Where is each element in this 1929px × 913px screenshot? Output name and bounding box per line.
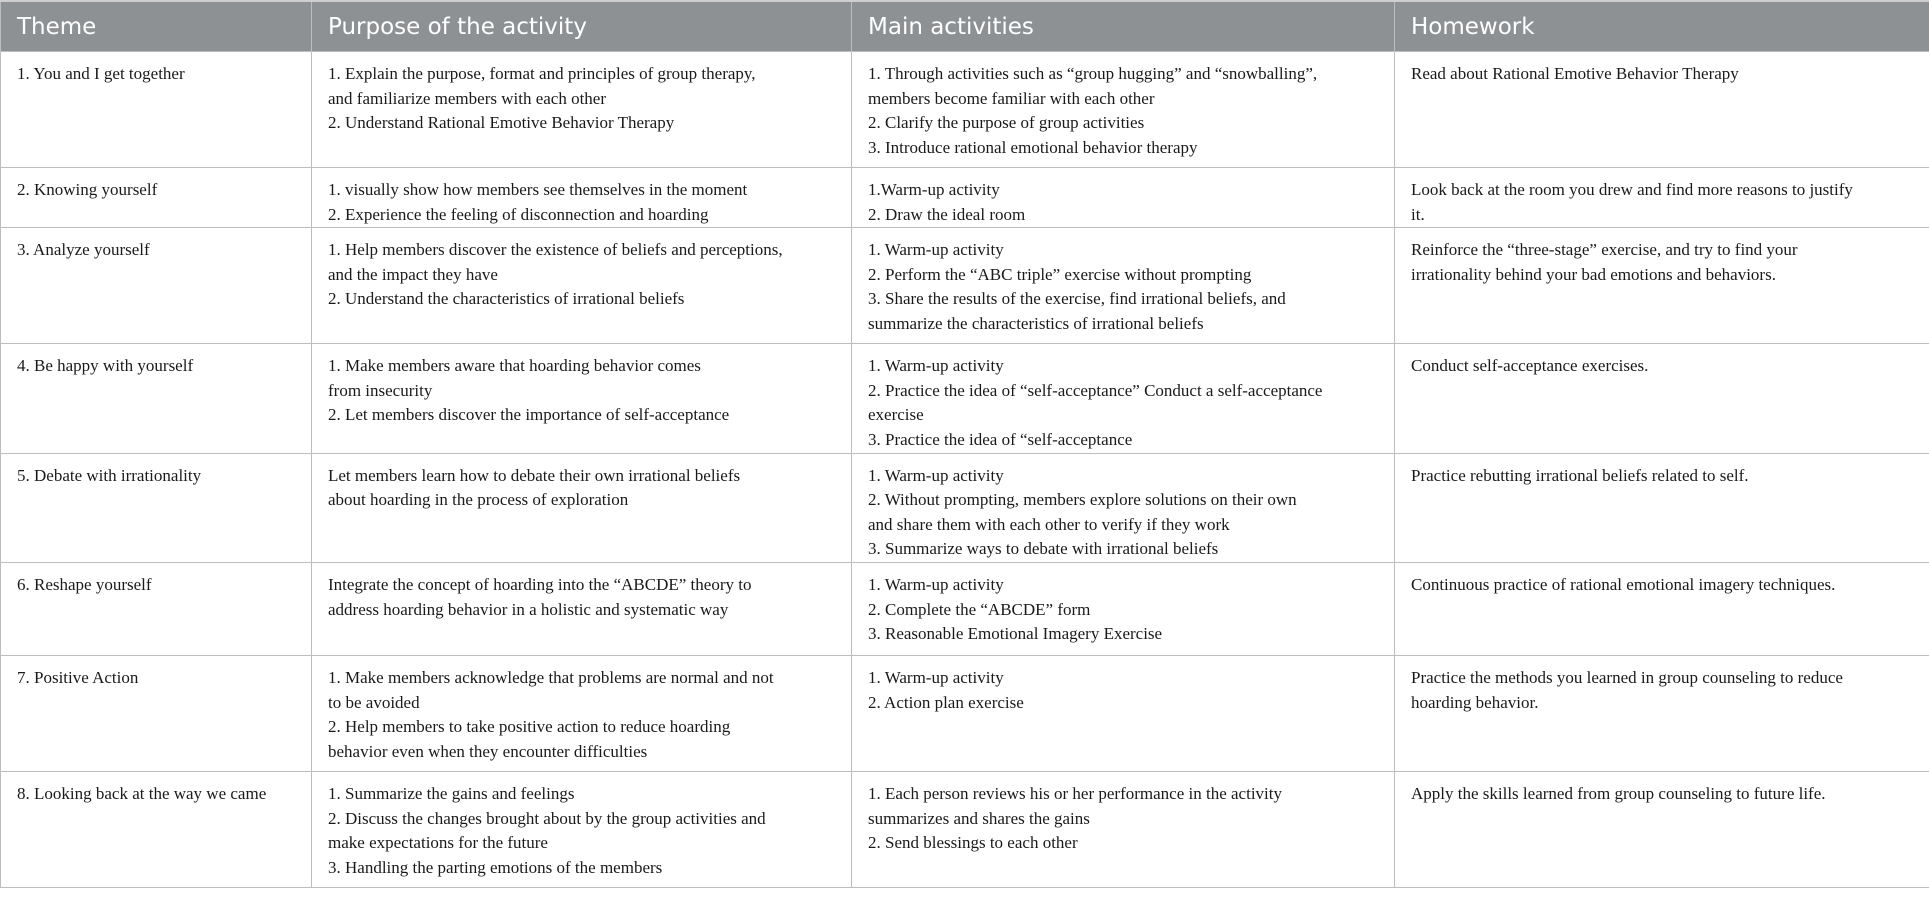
table-row xyxy=(1,168,1929,228)
activities-line: 1. Warm-up activity xyxy=(868,240,1004,260)
cell-homework xyxy=(1395,562,1929,655)
cell-theme xyxy=(1,562,312,655)
cell-theme xyxy=(1,228,312,344)
purpose-line: 1. visually show how members see themselves in the moment xyxy=(328,180,748,199)
theme-text: 2. Knowing yourself xyxy=(17,180,158,199)
header-row xyxy=(1,1,1929,52)
purpose-line: 2. Experience the feeling of disconnection and hoarding xyxy=(328,204,709,224)
activities-line: summarize the characteristics of irrational beliefs xyxy=(868,313,1204,333)
activities-line: exercise xyxy=(868,405,924,425)
cell-activities xyxy=(852,655,1395,771)
purpose-line: and the impact they have xyxy=(328,264,498,284)
homework-line: irrationality behind your bad emotions and behaviors. xyxy=(1411,264,1776,284)
homework-line: Apply the skills learned from group counseling to future life. xyxy=(1411,783,1826,803)
theme-text: 7. Positive Action xyxy=(17,667,139,687)
homework-line: Continuous practice of rational emotional imagery techniques. xyxy=(1411,574,1836,594)
theme-text: 1. You and I get together xyxy=(17,64,185,83)
activities-line: 3. Summarize ways to debate with irrational beliefs xyxy=(868,539,1219,559)
cell-homework xyxy=(1395,52,1929,168)
purpose-line: 2. Help members to take positive action to reduce hoarding xyxy=(328,717,731,737)
purpose-line: 1. Explain the purpose, format and principles of group therapy, xyxy=(328,64,756,83)
cell-purpose xyxy=(312,562,852,655)
table-row xyxy=(1,228,1929,344)
cell-homework xyxy=(1395,453,1929,562)
activities-line: 3. Introduce rational emotional behavior therapy xyxy=(868,137,1198,157)
cell-activities xyxy=(852,771,1395,887)
homework-line: Practice rebutting irrational beliefs related to self. xyxy=(1411,465,1749,485)
theme-text: 5. Debate with irrationality xyxy=(17,465,202,485)
activities-line: 2. Complete the “ABCDE” form xyxy=(868,599,1091,619)
activities-line: 2. Send blessings to each other xyxy=(868,833,1078,853)
header-activities: Main activities xyxy=(852,1,1395,52)
purpose-line: and familiarize members with each other xyxy=(328,88,607,108)
cell-activities xyxy=(852,453,1395,562)
header-purpose: Purpose of the activity xyxy=(312,1,852,52)
activities-line: 1. Through activities such as “group hugging” and “snowballing”, xyxy=(868,64,1318,83)
purpose-line: 2. Discuss the changes brought about by the group activities and xyxy=(328,808,766,828)
table-row xyxy=(1,655,1929,771)
activities-line: 3. Share the results of the exercise, find irrational beliefs, and xyxy=(868,289,1286,309)
cell-theme xyxy=(1,453,312,562)
purpose-line: 1. Make members aware that hoarding behavior comes xyxy=(328,356,701,376)
activities-line: 2. Draw the ideal room xyxy=(868,204,1026,224)
activities-line: summarizes and shares the gains xyxy=(868,808,1090,828)
activities-line: and share them with each other to verify if they work xyxy=(868,514,1230,534)
purpose-line: address hoarding behavior in a holistic and systematic way xyxy=(328,599,729,619)
homework-line: Read about Rational Emotive Behavior Therapy xyxy=(1411,64,1739,83)
cell-homework xyxy=(1395,655,1929,771)
cell-purpose xyxy=(312,453,852,562)
cell-activities xyxy=(852,562,1395,655)
cell-theme xyxy=(1,655,312,771)
cell-purpose xyxy=(312,771,852,887)
purpose-line: to be avoided xyxy=(328,692,420,712)
activities-line: members become familiar with each other xyxy=(868,88,1155,108)
cell-purpose xyxy=(312,168,852,228)
homework-line: it. xyxy=(1411,204,1425,224)
cell-purpose xyxy=(312,52,852,168)
table-row xyxy=(1,52,1929,168)
activities-line: 3. Reasonable Emotional Imagery Exercise xyxy=(868,624,1163,644)
cell-homework xyxy=(1395,344,1929,453)
cell-activities xyxy=(852,168,1395,228)
activities-line: 1. Warm-up activity xyxy=(868,667,1004,687)
activities-line: 2. Perform the “ABC triple” exercise without prompting xyxy=(868,264,1252,284)
cell-purpose xyxy=(312,228,852,344)
purpose-line: 1. Help members discover the existence of beliefs and perceptions, xyxy=(328,240,783,260)
cell-theme xyxy=(1,344,312,453)
cell-theme xyxy=(1,168,312,228)
cell-activities xyxy=(852,344,1395,453)
theme-text: 3. Analyze yourself xyxy=(17,240,150,260)
purpose-line: 1. Make members acknowledge that problems are normal and not xyxy=(328,667,774,687)
cell-purpose xyxy=(312,655,852,771)
homework-line: hoarding behavior. xyxy=(1411,692,1539,712)
cell-theme xyxy=(1,52,312,168)
purpose-line: 2. Understand Rational Emotive Behavior Therapy xyxy=(328,113,675,133)
table-row xyxy=(1,453,1929,562)
cell-homework xyxy=(1395,168,1929,228)
cell-homework xyxy=(1395,771,1929,887)
purpose-line: 2. Understand the characteristics of irrational beliefs xyxy=(328,289,685,309)
homework-line: Conduct self-acceptance exercises. xyxy=(1411,356,1649,376)
purpose-line: from insecurity xyxy=(328,380,433,400)
purpose-line: 1. Summarize the gains and feelings xyxy=(328,783,575,803)
cell-activities xyxy=(852,228,1395,344)
activities-line: 2. Practice the idea of “self-acceptance” Conduct a self-acceptance xyxy=(868,380,1323,400)
activities-line: 1. Each person reviews his or her performance in the activity xyxy=(868,783,1282,803)
header-homework: Homework xyxy=(1395,1,1929,52)
table-row xyxy=(1,344,1929,453)
cell-homework xyxy=(1395,228,1929,344)
purpose-line: behavior even when they encounter difficulties xyxy=(328,741,648,761)
theme-text: 6. Reshape yourself xyxy=(17,574,152,594)
cell-theme xyxy=(1,771,312,887)
homework-line: Reinforce the “three-stage” exercise, and try to find your xyxy=(1411,240,1798,260)
purpose-line: Let members learn how to debate their own irrational beliefs xyxy=(328,465,741,485)
activities-line: 2. Clarify the purpose of group activities xyxy=(868,113,1145,133)
activities-line: 1. Warm-up activity xyxy=(868,356,1004,376)
activities-line: 2. Without prompting, members explore solutions on their own xyxy=(868,490,1297,510)
cell-purpose xyxy=(312,344,852,453)
activities-line: 1. Warm-up activity xyxy=(868,574,1004,594)
activities-line: 3. Practice the idea of “self-acceptance xyxy=(868,429,1133,449)
cell-activities xyxy=(852,52,1395,168)
purpose-line: 3. Handling the parting emotions of the members xyxy=(328,857,663,877)
theme-text: 4. Be happy with yourself xyxy=(17,356,194,376)
homework-line: Look back at the room you drew and find more reasons to justify xyxy=(1411,180,1853,199)
table-row xyxy=(1,771,1929,887)
table-row xyxy=(1,562,1929,655)
theme-text: 8. Looking back at the way we came xyxy=(17,783,267,803)
activities-line: 2. Action plan exercise xyxy=(868,692,1024,712)
activities-line: 1.Warm-up activity xyxy=(868,180,1000,199)
purpose-line: 2. Let members discover the importance of self-acceptance xyxy=(328,405,730,425)
activities-line: 1. Warm-up activity xyxy=(868,465,1004,485)
purpose-line: Integrate the concept of hoarding into the “ABCDE” theory to xyxy=(328,574,752,594)
header-theme: Theme xyxy=(1,1,312,52)
purpose-line: make expectations for the future xyxy=(328,833,548,853)
purpose-line: about hoarding in the process of exploration xyxy=(328,490,629,510)
homework-line: Practice the methods you learned in group counseling to reduce xyxy=(1411,667,1843,687)
